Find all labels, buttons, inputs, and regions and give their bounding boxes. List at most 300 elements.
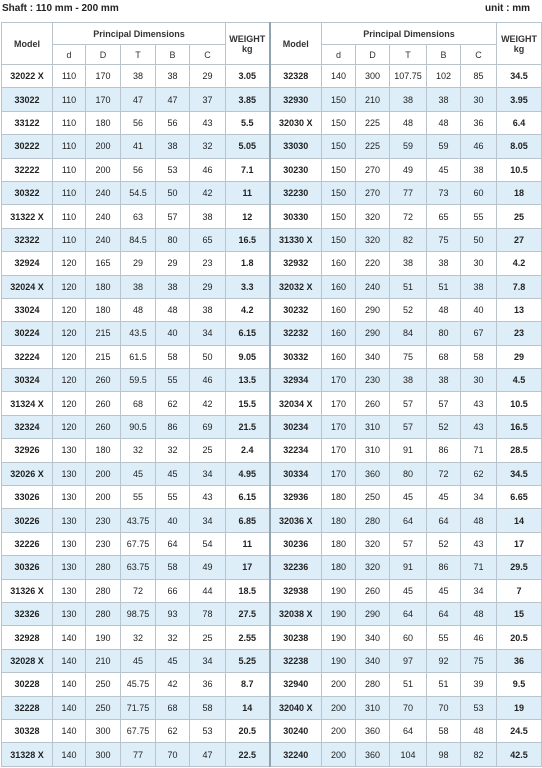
left-B-cell: 93 xyxy=(156,602,190,625)
left-B-cell: 58 xyxy=(156,556,190,579)
right-D-cell: 290 xyxy=(356,602,390,625)
table-row xyxy=(2,509,542,532)
table-row xyxy=(2,743,542,766)
right-weight-cell: 8.05 xyxy=(497,135,542,158)
right-model-cell: 30334 xyxy=(270,462,322,485)
right-T-cell: 45 xyxy=(390,486,427,509)
right-B-cell: 48 xyxy=(427,111,461,134)
right-D-cell: 320 xyxy=(356,228,390,251)
left-T-cell: 54.5 xyxy=(121,181,156,204)
left-C-cell: 46 xyxy=(190,369,226,392)
right-model-cell: 30232 xyxy=(270,298,322,321)
left-D-cell: 215 xyxy=(86,345,121,368)
left-D-cell: 240 xyxy=(86,228,121,251)
right-d-cell: 160 xyxy=(322,275,356,298)
left-B-cell: 57 xyxy=(156,205,190,228)
right-D-cell: 250 xyxy=(356,486,390,509)
left-model-cell: 30328 xyxy=(2,719,53,742)
left-T-cell: 45.75 xyxy=(121,673,156,696)
right-T-cell: 57 xyxy=(390,532,427,555)
left-d-cell: 110 xyxy=(53,228,86,251)
left-T-cell: 41 xyxy=(121,135,156,158)
right-weight-cell: 17 xyxy=(497,532,542,555)
weight-label: WEIGHT xyxy=(501,33,538,44)
right-C-cell: 48 xyxy=(461,602,497,625)
left-D-cell: 240 xyxy=(86,205,121,228)
right-T-cell: 38 xyxy=(390,88,427,111)
left-model-cell: 32028 X xyxy=(2,649,53,672)
right-D-cell: 360 xyxy=(356,462,390,485)
left-D-cell: 250 xyxy=(86,673,121,696)
left-model-cell: 32324 xyxy=(2,415,53,438)
left-model-cell: 32322 xyxy=(2,228,53,251)
left-C-cell: 37 xyxy=(190,88,226,111)
left-B-cell: 68 xyxy=(156,696,190,719)
right-T-cell: 59 xyxy=(390,135,427,158)
left-C-cell: 43 xyxy=(190,486,226,509)
right-B-cell: 38 xyxy=(427,88,461,111)
table-caption-bar xyxy=(0,0,542,22)
left-D-cell: 300 xyxy=(86,743,121,766)
left-weight-cell: 12 xyxy=(226,205,270,228)
right-T-cell: 45 xyxy=(390,579,427,602)
left-weight-cell: 4.95 xyxy=(226,462,270,485)
left-d-cell: 130 xyxy=(53,486,86,509)
left-C-cell: 34 xyxy=(190,509,226,532)
right-C-cell: 43 xyxy=(461,532,497,555)
left-B-cell: 53 xyxy=(156,158,190,181)
left-D-cell: 300 xyxy=(86,719,121,742)
right-B-cell: 52 xyxy=(427,532,461,555)
left-B-cell: 58 xyxy=(156,345,190,368)
table-row xyxy=(2,602,542,625)
left-weight-cell: 6.15 xyxy=(226,486,270,509)
right-D-cell: 225 xyxy=(356,111,390,134)
left-weight-cell: 21.5 xyxy=(226,415,270,438)
header-C: C xyxy=(190,45,226,65)
right-d-cell: 160 xyxy=(322,252,356,275)
left-model-cell: 32926 xyxy=(2,439,53,462)
right-C-cell: 71 xyxy=(461,556,497,579)
right-d-cell: 150 xyxy=(322,111,356,134)
left-model-cell: 30322 xyxy=(2,181,53,204)
left-d-cell: 120 xyxy=(53,252,86,275)
header-model-left: Model xyxy=(2,23,53,65)
left-model-cell: 32924 xyxy=(2,252,53,275)
right-C-cell: 34 xyxy=(461,486,497,509)
left-C-cell: 29 xyxy=(190,275,226,298)
table-row xyxy=(2,345,542,368)
left-weight-cell: 20.5 xyxy=(226,719,270,742)
left-d-cell: 120 xyxy=(53,298,86,321)
right-C-cell: 39 xyxy=(461,673,497,696)
left-B-cell: 50 xyxy=(156,181,190,204)
left-T-cell: 77 xyxy=(121,743,156,766)
left-D-cell: 170 xyxy=(86,65,121,88)
left-T-cell: 72 xyxy=(121,579,156,602)
left-B-cell: 29 xyxy=(156,252,190,275)
header-weight-right xyxy=(497,23,542,65)
left-d-cell: 130 xyxy=(53,509,86,532)
left-B-cell: 38 xyxy=(156,135,190,158)
right-T-cell: 91 xyxy=(390,556,427,579)
left-d-cell: 120 xyxy=(53,369,86,392)
right-d-cell: 190 xyxy=(322,649,356,672)
left-T-cell: 45 xyxy=(121,649,156,672)
right-model-cell: 32328 xyxy=(270,65,322,88)
left-weight-cell: 6.15 xyxy=(226,322,270,345)
right-T-cell: 72 xyxy=(390,205,427,228)
left-d-cell: 140 xyxy=(53,743,86,766)
left-T-cell: 47 xyxy=(121,88,156,111)
header-weight-left xyxy=(226,23,270,65)
right-weight-cell: 6.65 xyxy=(497,486,542,509)
right-weight-cell: 19 xyxy=(497,696,542,719)
left-D-cell: 210 xyxy=(86,649,121,672)
header-T: T xyxy=(390,45,427,65)
header-D: D xyxy=(356,45,390,65)
left-D-cell: 260 xyxy=(86,392,121,415)
right-T-cell: 38 xyxy=(390,369,427,392)
left-C-cell: 34 xyxy=(190,462,226,485)
left-d-cell: 130 xyxy=(53,602,86,625)
right-d-cell: 170 xyxy=(322,415,356,438)
right-D-cell: 360 xyxy=(356,719,390,742)
header-D: D xyxy=(86,45,121,65)
left-d-cell: 110 xyxy=(53,88,86,111)
left-T-cell: 45 xyxy=(121,462,156,485)
left-C-cell: 69 xyxy=(190,415,226,438)
right-T-cell: 57 xyxy=(390,415,427,438)
left-D-cell: 230 xyxy=(86,532,121,555)
left-weight-cell: 17 xyxy=(226,556,270,579)
left-B-cell: 38 xyxy=(156,65,190,88)
left-B-cell: 40 xyxy=(156,509,190,532)
right-weight-cell: 25 xyxy=(497,205,542,228)
left-C-cell: 42 xyxy=(190,181,226,204)
table-row xyxy=(2,135,542,158)
left-C-cell: 49 xyxy=(190,556,226,579)
right-model-cell: 32032 X xyxy=(270,275,322,298)
right-C-cell: 43 xyxy=(461,415,497,438)
right-C-cell: 60 xyxy=(461,181,497,204)
left-weight-cell: 9.05 xyxy=(226,345,270,368)
left-d-cell: 110 xyxy=(53,181,86,204)
left-weight-cell: 2.4 xyxy=(226,439,270,462)
right-T-cell: 97 xyxy=(390,649,427,672)
table-row xyxy=(2,556,542,579)
left-B-cell: 47 xyxy=(156,88,190,111)
left-T-cell: 63.75 xyxy=(121,556,156,579)
left-weight-cell: 18.5 xyxy=(226,579,270,602)
left-weight-cell: 3.85 xyxy=(226,88,270,111)
left-B-cell: 32 xyxy=(156,626,190,649)
right-weight-cell: 29.5 xyxy=(497,556,542,579)
table-row xyxy=(2,649,542,672)
right-D-cell: 260 xyxy=(356,579,390,602)
right-B-cell: 38 xyxy=(427,252,461,275)
left-T-cell: 56 xyxy=(121,158,156,181)
right-d-cell: 160 xyxy=(322,345,356,368)
right-D-cell: 280 xyxy=(356,673,390,696)
right-C-cell: 36 xyxy=(461,111,497,134)
right-C-cell: 34 xyxy=(461,579,497,602)
right-d-cell: 170 xyxy=(322,369,356,392)
right-model-cell: 32030 X xyxy=(270,111,322,134)
left-C-cell: 34 xyxy=(190,322,226,345)
right-D-cell: 270 xyxy=(356,181,390,204)
right-model-cell: 32938 xyxy=(270,579,322,602)
right-weight-cell: 13 xyxy=(497,298,542,321)
left-weight-cell: 3.3 xyxy=(226,275,270,298)
left-d-cell: 120 xyxy=(53,322,86,345)
left-C-cell: 54 xyxy=(190,532,226,555)
left-T-cell: 67.75 xyxy=(121,719,156,742)
table-row xyxy=(2,205,542,228)
left-B-cell: 48 xyxy=(156,298,190,321)
header-principal-dimensions-right: Principal Dimensions xyxy=(322,23,497,45)
left-B-cell: 80 xyxy=(156,228,190,251)
left-D-cell: 230 xyxy=(86,509,121,532)
right-model-cell: 30230 xyxy=(270,158,322,181)
right-T-cell: 77 xyxy=(390,181,427,204)
right-D-cell: 225 xyxy=(356,135,390,158)
right-d-cell: 140 xyxy=(322,65,356,88)
right-T-cell: 48 xyxy=(390,111,427,134)
right-D-cell: 290 xyxy=(356,298,390,321)
left-B-cell: 64 xyxy=(156,532,190,555)
left-D-cell: 260 xyxy=(86,369,121,392)
left-C-cell: 58 xyxy=(190,696,226,719)
table-row xyxy=(2,298,542,321)
left-T-cell: 98.75 xyxy=(121,602,156,625)
left-model-cell: 32024 X xyxy=(2,275,53,298)
left-T-cell: 32 xyxy=(121,626,156,649)
right-d-cell: 190 xyxy=(322,579,356,602)
left-model-cell: 30228 xyxy=(2,673,53,696)
right-T-cell: 70 xyxy=(390,696,427,719)
right-model-cell: 31330 X xyxy=(270,228,322,251)
right-B-cell: 102 xyxy=(427,65,461,88)
right-B-cell: 68 xyxy=(427,345,461,368)
left-model-cell: 32022 X xyxy=(2,65,53,88)
right-T-cell: 64 xyxy=(390,602,427,625)
right-weight-cell: 14 xyxy=(497,509,542,532)
right-weight-cell: 20.5 xyxy=(497,626,542,649)
right-B-cell: 57 xyxy=(427,392,461,415)
right-d-cell: 150 xyxy=(322,135,356,158)
left-C-cell: 53 xyxy=(190,719,226,742)
left-d-cell: 140 xyxy=(53,673,86,696)
left-C-cell: 23 xyxy=(190,252,226,275)
table-row xyxy=(2,673,542,696)
right-model-cell: 32932 xyxy=(270,252,322,275)
right-model-cell: 30238 xyxy=(270,626,322,649)
left-C-cell: 47 xyxy=(190,743,226,766)
right-D-cell: 300 xyxy=(356,65,390,88)
left-d-cell: 110 xyxy=(53,158,86,181)
left-d-cell: 110 xyxy=(53,111,86,134)
left-D-cell: 180 xyxy=(86,111,121,134)
weight-unit: kg xyxy=(513,43,525,54)
left-model-cell: 33024 xyxy=(2,298,53,321)
right-weight-cell: 18 xyxy=(497,181,542,204)
right-d-cell: 150 xyxy=(322,181,356,204)
right-B-cell: 64 xyxy=(427,602,461,625)
left-D-cell: 200 xyxy=(86,462,121,485)
right-T-cell: 84 xyxy=(390,322,427,345)
left-d-cell: 130 xyxy=(53,462,86,485)
right-weight-cell: 23 xyxy=(497,322,542,345)
right-B-cell: 58 xyxy=(427,719,461,742)
left-model-cell: 30224 xyxy=(2,322,53,345)
left-model-cell: 30324 xyxy=(2,369,53,392)
right-model-cell: 32940 xyxy=(270,673,322,696)
right-D-cell: 230 xyxy=(356,369,390,392)
right-weight-cell: 42.5 xyxy=(497,743,542,766)
right-D-cell: 290 xyxy=(356,322,390,345)
right-B-cell: 65 xyxy=(427,205,461,228)
right-model-cell: 32038 X xyxy=(270,602,322,625)
left-B-cell: 38 xyxy=(156,275,190,298)
header-C: C xyxy=(461,45,497,65)
right-T-cell: 57 xyxy=(390,392,427,415)
right-weight-cell: 16.5 xyxy=(497,415,542,438)
right-T-cell: 107.75 xyxy=(390,65,427,88)
right-weight-cell: 4.5 xyxy=(497,369,542,392)
right-d-cell: 160 xyxy=(322,298,356,321)
left-B-cell: 45 xyxy=(156,462,190,485)
left-model-cell: 32928 xyxy=(2,626,53,649)
right-weight-cell: 6.4 xyxy=(497,111,542,134)
left-weight-cell: 5.5 xyxy=(226,111,270,134)
left-D-cell: 170 xyxy=(86,88,121,111)
left-model-cell: 30326 xyxy=(2,556,53,579)
left-C-cell: 65 xyxy=(190,228,226,251)
left-T-cell: 56 xyxy=(121,111,156,134)
left-C-cell: 32 xyxy=(190,135,226,158)
right-d-cell: 200 xyxy=(322,719,356,742)
right-weight-cell: 10.5 xyxy=(497,158,542,181)
right-d-cell: 180 xyxy=(322,532,356,555)
header-principal-dimensions-left: Principal Dimensions xyxy=(53,23,226,45)
left-T-cell: 71.75 xyxy=(121,696,156,719)
left-T-cell: 48 xyxy=(121,298,156,321)
table-row xyxy=(2,415,542,438)
left-T-cell: 43.75 xyxy=(121,509,156,532)
right-C-cell: 48 xyxy=(461,719,497,742)
left-D-cell: 280 xyxy=(86,579,121,602)
left-D-cell: 180 xyxy=(86,298,121,321)
table-row xyxy=(2,439,542,462)
left-d-cell: 130 xyxy=(53,556,86,579)
right-C-cell: 71 xyxy=(461,439,497,462)
right-weight-cell: 15 xyxy=(497,602,542,625)
left-D-cell: 280 xyxy=(86,556,121,579)
right-B-cell: 80 xyxy=(427,322,461,345)
right-model-cell: 30236 xyxy=(270,532,322,555)
left-weight-cell: 8.7 xyxy=(226,673,270,696)
left-B-cell: 56 xyxy=(156,111,190,134)
right-C-cell: 30 xyxy=(461,88,497,111)
table-row xyxy=(2,65,542,88)
left-weight-cell: 7.1 xyxy=(226,158,270,181)
left-T-cell: 43.5 xyxy=(121,322,156,345)
left-B-cell: 32 xyxy=(156,439,190,462)
right-model-cell: 30330 xyxy=(270,205,322,228)
left-model-cell: 30226 xyxy=(2,509,53,532)
right-B-cell: 52 xyxy=(427,415,461,438)
right-T-cell: 52 xyxy=(390,298,427,321)
right-T-cell: 91 xyxy=(390,439,427,462)
right-weight-cell: 9.5 xyxy=(497,673,542,696)
left-D-cell: 280 xyxy=(86,602,121,625)
table-row xyxy=(2,486,542,509)
right-model-cell: 32240 xyxy=(270,743,322,766)
left-d-cell: 120 xyxy=(53,345,86,368)
left-model-cell: 33022 xyxy=(2,88,53,111)
right-model-cell: 32236 xyxy=(270,556,322,579)
right-C-cell: 67 xyxy=(461,322,497,345)
right-d-cell: 150 xyxy=(322,88,356,111)
left-d-cell: 140 xyxy=(53,626,86,649)
left-C-cell: 50 xyxy=(190,345,226,368)
left-D-cell: 240 xyxy=(86,181,121,204)
left-model-cell: 31326 X xyxy=(2,579,53,602)
left-D-cell: 215 xyxy=(86,322,121,345)
left-model-cell: 30222 xyxy=(2,135,53,158)
right-B-cell: 45 xyxy=(427,158,461,181)
left-C-cell: 25 xyxy=(190,439,226,462)
right-d-cell: 150 xyxy=(322,158,356,181)
right-model-cell: 32230 xyxy=(270,181,322,204)
left-weight-cell: 11 xyxy=(226,532,270,555)
right-d-cell: 150 xyxy=(322,228,356,251)
right-B-cell: 55 xyxy=(427,626,461,649)
right-B-cell: 64 xyxy=(427,509,461,532)
right-weight-cell: 24.5 xyxy=(497,719,542,742)
left-d-cell: 110 xyxy=(53,65,86,88)
left-model-cell: 32026 X xyxy=(2,462,53,485)
left-weight-cell: 16.5 xyxy=(226,228,270,251)
left-d-cell: 140 xyxy=(53,696,86,719)
table-row xyxy=(2,696,542,719)
left-weight-cell: 22.5 xyxy=(226,743,270,766)
right-model-cell: 32036 X xyxy=(270,509,322,532)
right-weight-cell: 34.5 xyxy=(497,462,542,485)
right-T-cell: 51 xyxy=(390,673,427,696)
right-weight-cell: 34.5 xyxy=(497,65,542,88)
right-model-cell: 32040 X xyxy=(270,696,322,719)
right-B-cell: 45 xyxy=(427,579,461,602)
left-C-cell: 38 xyxy=(190,205,226,228)
left-model-cell: 33026 xyxy=(2,486,53,509)
right-weight-cell: 4.2 xyxy=(497,252,542,275)
left-T-cell: 59.5 xyxy=(121,369,156,392)
weight-unit: kg xyxy=(242,43,253,54)
right-model-cell: 32936 xyxy=(270,486,322,509)
right-d-cell: 200 xyxy=(322,743,356,766)
left-d-cell: 140 xyxy=(53,649,86,672)
right-model-cell: 32934 xyxy=(270,369,322,392)
right-weight-cell: 27 xyxy=(497,228,542,251)
right-B-cell: 75 xyxy=(427,228,461,251)
left-T-cell: 55 xyxy=(121,486,156,509)
right-B-cell: 86 xyxy=(427,439,461,462)
table-row xyxy=(2,88,542,111)
left-weight-cell: 27.5 xyxy=(226,602,270,625)
left-weight-cell: 2.55 xyxy=(226,626,270,649)
